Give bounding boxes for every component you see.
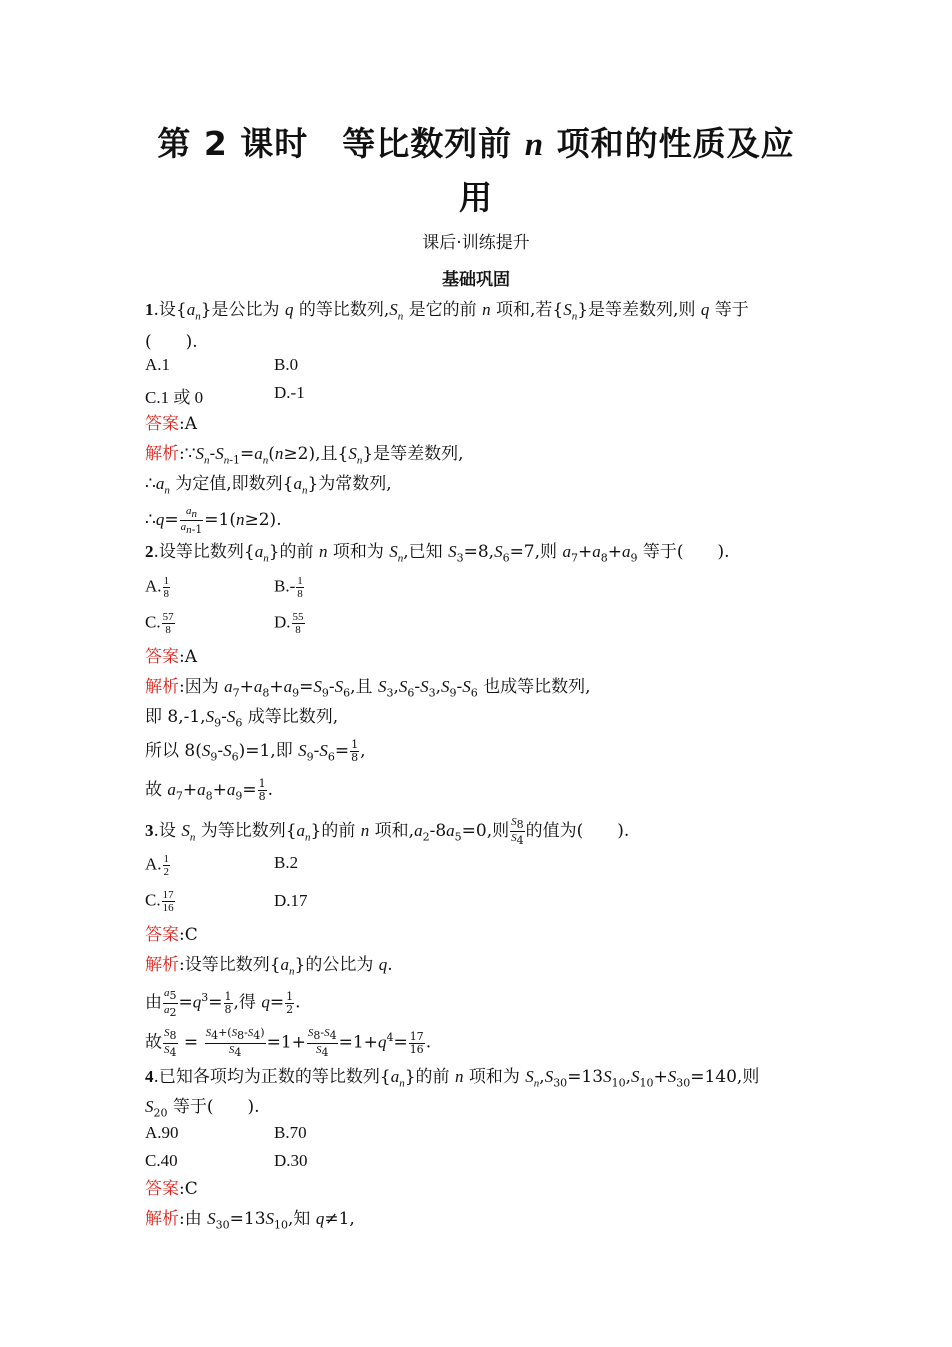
- q2-option-b: B.- $\frac{1}{8}$: [274, 575, 303, 600]
- q3-answer: 答案:C: [145, 925, 198, 945]
- q1-option-a: A.1: [145, 355, 171, 374]
- q4-option-d: D.30: [274, 1151, 308, 1170]
- q1-answer: 答案:A: [145, 414, 198, 434]
- q3-analysis-2: 由 $\frac{a_5}{a_2}$ $=q^3=$ $\frac{1}{8}$ ,得 q= $\frac{1}{2}$ .: [145, 987, 301, 1019]
- q1-stem: 1.设$\{a_n\}$是公比为 q 的等比数列$,S_n$ 是它的前 n 项和,若$\{S_n\}$是等差数列,则 q 等于: [145, 300, 749, 323]
- q2-analysis-4: 故 $a_7+a_8+a_9=$ $\frac{1}{8}$ .: [145, 777, 274, 803]
- subtitle: 课后·训练提升: [422, 233, 530, 253]
- q3-option-a: A. $\frac{1}{2}$: [145, 853, 170, 878]
- q1-stem-line2: ( ).: [145, 332, 198, 352]
- q3-analysis-3: 故 $\frac{S_8}{S_4}$ = $\frac{S_4+(S_8-S_4)}{S_4}$ =1+ $\frac{S_8-S_4}{S_4}$ $=1+q^4=$ $\frac{17}{16}$ .: [145, 1026, 432, 1059]
- q2-option-c: C. $\frac{57}{8}$: [145, 611, 174, 636]
- q1-option-d: D.-1: [274, 383, 305, 402]
- q4-stem: 4.已知各项均为正数的等比数列$\{a_n\}$的前 n 项和为 $S_n,S_{30}=13S_{10},S_{10}+S_{30}=140$,则: [145, 1067, 760, 1090]
- q1-option-b: B.0: [274, 355, 299, 374]
- q1-stem-text: .设$\{a_n\}$是公比为 q 的等比数列$,S_n$ 是它的前 n 项和,若$\{S_n\}$是等差数列,则 q 等于: [153, 300, 749, 323]
- q2-option-a: A. $\frac{1}{8}$: [145, 575, 170, 600]
- q4-answer: 答案:C: [145, 1179, 198, 1199]
- q3-option-d: D.17: [274, 891, 308, 910]
- q1-analysis-1: 解析$:\because S_n-S_{n-1}=a_n(n\ge 2)$,且$\{S_n\}$是等差数列,: [145, 444, 464, 467]
- q2-analysis-2: 即 $8,-1,S_9-S_6$ 成等比数列,: [145, 707, 339, 730]
- q3-analysis-1: 解析:设等比数列$\{a_n\}$的公比为 q.: [145, 955, 393, 978]
- q2-analysis-3: 所以 $8(S_9-S_6)=1$,即 $S_9-S_6=$ $\frac{1}{8}$ ,: [145, 738, 366, 764]
- q1-analysis-2: $\therefore a_n$ 为定值,即数列$\{a_n\}$为常数列,: [145, 474, 392, 497]
- lesson-title-line1: 第 2 课时 等比数列前 n 项和的性质及应: [157, 124, 795, 163]
- q4-analysis-1: 解析:由 $S_{30}=13S_{10}$,知 q≠1,: [145, 1209, 355, 1232]
- q3-option-c: C. $\frac{17}{16}$: [145, 889, 174, 914]
- q2-stem: 2.设等比数列$\{a_n\}$的前 n 项和为 $S_n$,已知 $S_3=8,S_6=7$,则 $a_7+a_8+a_9$ 等于( ).: [145, 542, 730, 565]
- q2-answer: 答案:A: [145, 647, 198, 667]
- q1-analysis-3: ∴q= $\frac{a_n}{a_{n-1}}$ =1(n≥2).: [145, 505, 282, 537]
- q3-option-b: B.2: [274, 853, 299, 872]
- q4-option-a: A.90: [145, 1123, 179, 1142]
- q3-stem: 3.设 $S_n$ 为等比数列$\{a_n\}$的前 n 项和$,a_2-8a_5=0$,则 $\frac{S_8}{S_4}$ 的值为( ).: [145, 816, 630, 848]
- q4-option-b: B.70: [274, 1123, 307, 1142]
- fraction: $\frac{a_n}{a_{n-1}}$: [180, 505, 203, 537]
- q4-stem-line2: $S_{20}$ 等于( ).: [145, 1097, 260, 1120]
- q2-option-d: D. $\frac{55}{8}$: [274, 611, 304, 636]
- q2-analysis-1: 解析:因为 $a_7+a_8+a_9=S_9-S_6$,且 $S_3,S_6-S_3,S_9-S_6$ 也成等比数列,: [145, 677, 591, 700]
- q1-option-c: C.1 或 0: [145, 388, 204, 407]
- lesson-title-line2: 用: [459, 178, 493, 217]
- section-heading: 基础巩固: [442, 270, 510, 290]
- q4-option-c: C.40: [145, 1151, 178, 1170]
